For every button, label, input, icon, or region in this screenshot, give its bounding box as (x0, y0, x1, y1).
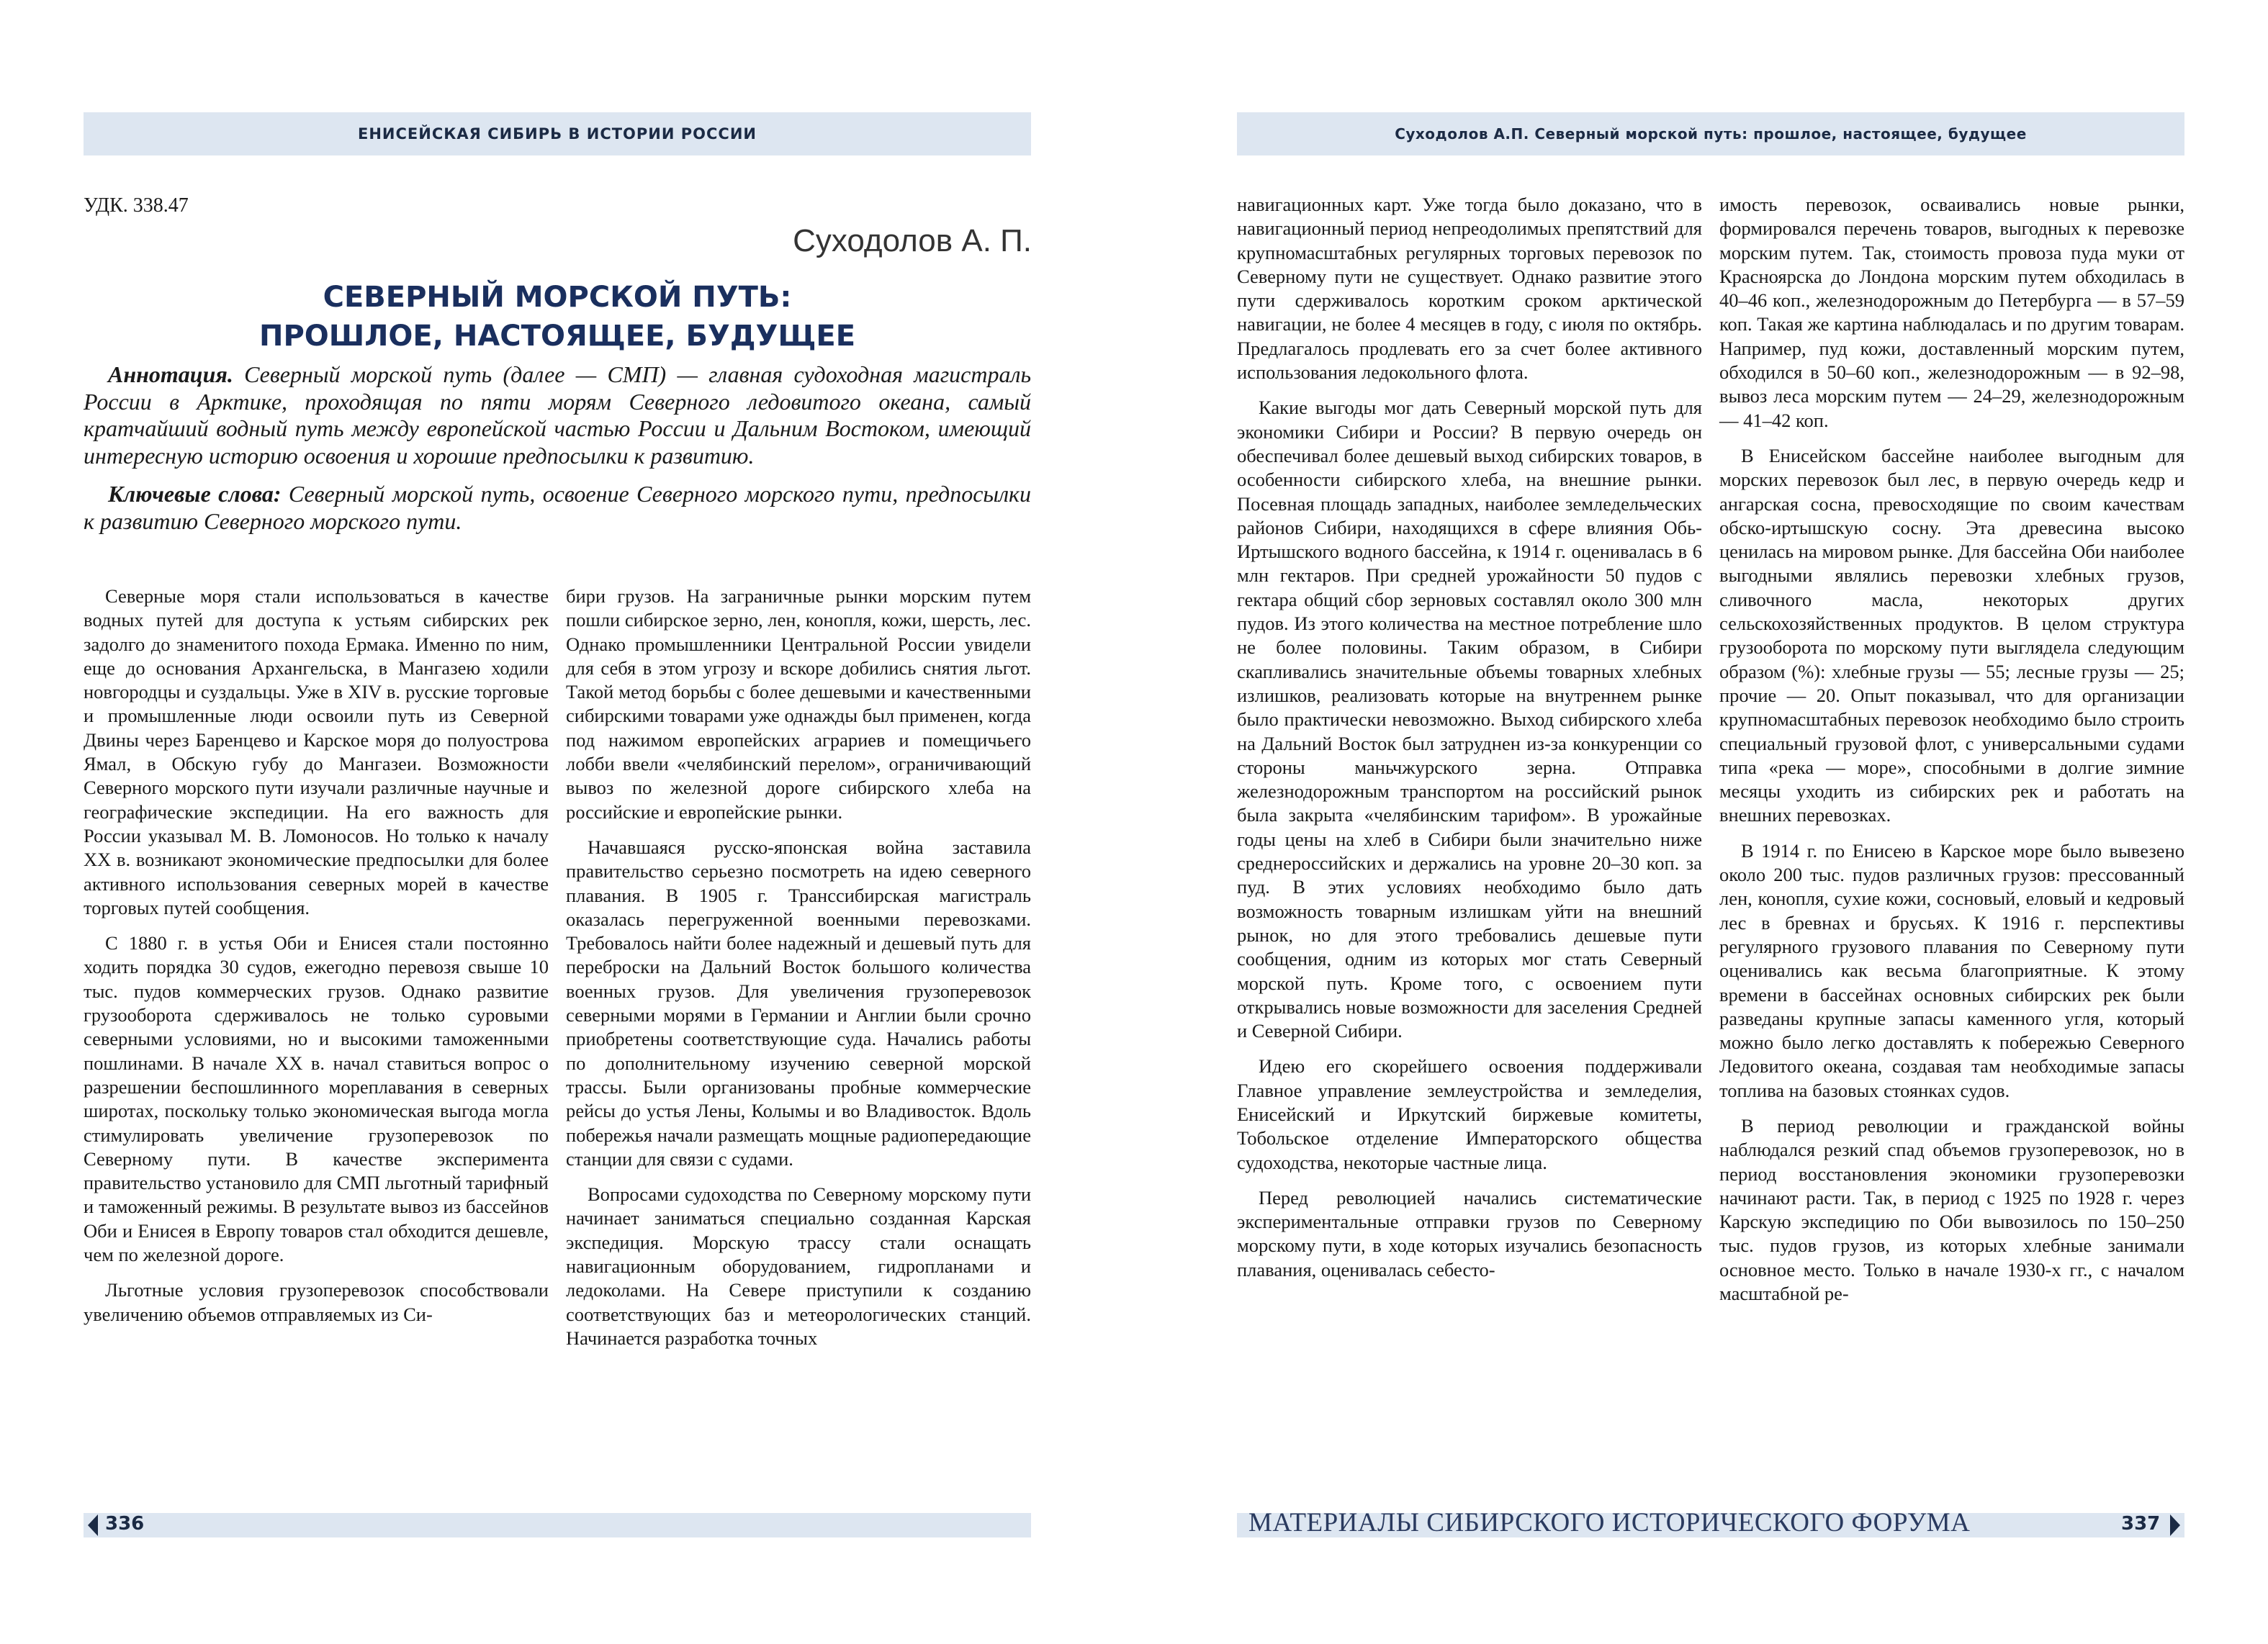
paragraph: Перед революцией начались систематические экспериментальные отправки грузов по Северному морскому пути, в ходе которых изучались безопасность плавания, оценивалась себесто- (1237, 1186, 1702, 1281)
running-header-right: Суходолов А.П. Северный морской путь: прошлое, настоящее, будущее (1237, 112, 2184, 155)
paragraph: Идею его скорейшего освоения поддерживали Главное управление землеустройства и земледелия, Енисейский и Иркутский биржевые комитеты, Тобольское отделение Императорского общества судоходства, некоторые частные лица. (1237, 1055, 1702, 1173)
keywords-label: Ключевые слова: (108, 481, 282, 507)
running-header-left: ЕНИСЕЙСКАЯ СИБИРЬ В ИСТОРИИ РОССИИ (84, 112, 1031, 155)
paragraph: Какие выгоды мог дать Северный морской путь для экономики Сибири и России? В первую очередь он обеспечивал более дешевый выход сибирских товаров, в особенности сибирского хлеба, на внешние рынки. Посевная площадь западных, наиболее земледельческих районов Сибири, находящихся в сфере влияния Обь-Иртышского водного бассейна, к 1914 г. оценивалась в 6 млн гектаров. При средней урожайности 50 пудов с гектара общий сбор зерновых составлял около 300 млн пудов. Из этого количества на местное потребление шло не более половины. Таким образом, в Сибири скапливались значительные объемы товарных хлебных излишков, реализовать которые на внутреннем рынке было практически невозможно. Выход сибирского хлеба на Дальний Восток был затруднен из-за конкуренции со стороны маньчжурского зерна. Отправка железнодорожным транспортом на российский рынок была закрыта «челябинским тарифом». В урожайные годы цены на хлеб в Сибири были значительно ниже среднероссийских и держались на уровне 20–30 коп. за пуд. В этих условиях необходимо было дать возможность товарным излишкам уйти на внешний рынок, но для этого требовались дешевые пути сообщения, одним из которых мог стать Северный морской путь. Кроме того, с освоением пути открывались новые возможности для заселения Средней и Северной Сибири. (1237, 397, 1702, 1042)
article-author: Суходолов А. П. (793, 223, 1032, 258)
footer-band-left (84, 1513, 1031, 1537)
abstract-text: Северный морской путь (далее — СМП) — главная судоходная магистраль России в Арктике, проходящая по пяти морям Северного ледовитого океана, самый кратчайший водный путь между европейской частью России и Дальним Востоком, имеющий интересную историю освоения и хорошие предпосылки к развитию. (84, 361, 1031, 469)
text-column-2 (566, 584, 1031, 1362)
paragraph: Северные моря стали использоваться в качестве водных путей для доступа к устьям сибирских рек задолго до знаменитого похода Ермака. Именно по ним, еще до основания Архангельска, в Мангазею ходили новгородцы и суздальцы. Уже в XIV в. русские торговые и промышленные люди освоили путь из Северной Двины через Баренцево и Карское моря до полуострова Ямал, в Обскую губу до Мангазеи. Возможности Северного морского пути изучали различные научные и географические экспедиции. На его важность для России указывал М. В. Ломоносов. Но только к началу XX в. возникают экономические предпосылки для более активного использования северных морей в качестве торговых путей сообщения. (84, 585, 549, 918)
title-line-1: СЕВЕРНЫЙ МОРСКОЙ ПУТЬ: (323, 281, 792, 314)
text-column-3 (1237, 193, 1702, 1293)
abstract (84, 361, 1031, 469)
text-column-4 (1719, 193, 2184, 1317)
title-line-2: ПРОШЛОЕ, НАСТОЯЩЕЕ, БУДУЩЕЕ (258, 320, 856, 353)
paragraph: имость перевозок, осваивались новые рынки, формировался перечень товаров, выгодных к перевозке морским путем. Так, стоимость провоза пуда муки от Красноярска до Лондона морским путем обходилась в 40–46 коп., железнодорожным до Петербурга — в 57–59 коп. Такая же картина наблюдалась и по другим товарам. Например, пуд кожи, доставленный морским путем, обходился в 50–60 коп., железнодорожным — в 92–98, вывоз леса морским путем — 24–29, железнодорожным — 41–42 коп. (1719, 194, 2184, 431)
paragraph: бири грузов. На заграничные рынки морским путем пошли сибирское зерно, лен, конопля, кожи, шерсть, лес. Однако промышленники Центральной России увидели для себя в этом угрозу и вскоре добились снятия льгот. Такой метод борьбы с более дешевыми и качественными сибирскими товарами уже однажды был применен, когда под нажимом европейских аграриев и помещичьего лобби ввели «челябинский перелом», ограничивающий вывоз по железной дороге сибирского хлеба на российские и европейские рынки. (566, 585, 1031, 823)
udk-code: УДК. 338.47 (84, 194, 189, 217)
page-number-right: 337 (2121, 1513, 2161, 1535)
paragraph: Льготные условия грузоперевозок способствовали увеличению объемов отправляемых из Си- (84, 1279, 549, 1325)
paragraph: Вопросами судоходства по Северному морскому пути начинает заниматься специально созданная Карская экспедиция. Морскую трассу стали оснащать навигационным оборудованием, гидропланами и ледоколами. На Севере приступили к созданию соответствующих баз и метеорологических станций. Начинается разработка точных (566, 1183, 1031, 1349)
chevron-left-icon (88, 1514, 98, 1536)
paragraph: В Енисейском бассейне наиболее выгодным для морских перевозок был лес, в первую очередь кедр и ангарская сосна, превосходящие по своим качествам обско-иртышскую сосну. Эта древесина высоко ценилась на мировом рынке. Для бассейна Оби наиболее выгодными являлись перевозки хлебных грузов, сливочного масла, некоторых других сельскохозяйственных продуктов. В целом структура грузооборота по морскому пути выглядела следующим образом (%): хлебные грузы — 55; лесные грузы — 25; прочие — 20. Опыт показывал, что для организации крупномасштабных перевозок необходимо было строить специальный грузовой флот, с универсальными судами типа «река — море», способными в долгие зимние месяцы уходить из сибирских рек и работать на внешних перевозках. (1719, 444, 2184, 826)
paragraph: С 1880 г. в устья Оби и Енисея стали постоянно ходить порядка 30 судов, ежегодно перевозя свыше 10 тыс. пудов коммерческих грузов. Однако развитие грузооборота сдерживалось не только суровыми северными условиями, но и высокими таможенными пошлинами. В начале XX в. начал ставиться вопрос о разрешении беспошлинного мореплавания в северных широтах, поскольку только экономическая выгода могла стимулировать увеличение грузоперевозок по Северному пути. В качестве эксперимента правительство установило для СМП льготный тарифный и таможенный режимы. В результате вывоз из бассейнов Оби и Енисея в Европу товаров стал обходится дешевле, чем по железной дороге. (84, 932, 549, 1266)
paragraph: В период революции и гражданской войны наблюдался резкий спад объемов грузоперевозок, но в период восстановления экономики грузоперевозки начинают расти. Так, в период с 1925 по 1928 г. через Карскую экспедицию по Оби вывозилось по 150–250 тыс. пудов грузов, из которых хлебные занимали основное место. Только в начале 1930-х гг., с началом масштабной ре- (1719, 1114, 2184, 1305)
page-number-left: 336 (105, 1513, 145, 1535)
paragraph: навигационных карт. Уже тогда было доказано, что в навигационный период непреодолимых препятствий для крупномасштабных регулярных торговых перевозок по Северному пути не существует. Однако развитие этого пути сдерживалось коротким сроком арктической навигации, не более 4 месяцев в году, с июля по октябрь. Предлагалось продлевать его за счет более активного использования ледокольного флота. (1237, 194, 1702, 384)
keywords-text: Северный морской путь, освоение Северного морского пути, предпосылки к развитию Северного морского пути. (84, 481, 1032, 534)
paragraph: В 1914 г. по Енисею в Карское море было вывезено около 200 тыс. пудов различных грузов: прессованный лен, конопля, сухие кожи, сосновый, еловый и кедровый лес в бревнах и брусьях. К 1916 г. перспективы регулярного грузового плавания по Северному пути оценивались как весьма благоприятные. К этому времени в бассейнах основных сибирских рек были разведаны крупные запасы каменного угля, который можно было легко доставлять к побережью Северного Ледовитого океана, создавая там необходимые запасы топлива на базовых стоянках судов. (1719, 839, 2184, 1101)
abstract-label: Аннотация. (108, 361, 233, 387)
abstract-block (84, 361, 1031, 546)
chevron-right-icon (2170, 1514, 2180, 1536)
journal-title: МАТЕРИАЛЫ СИБИРСКОГО ИСТОРИЧЕСКОГО ФОРУМА (1248, 1508, 1971, 1537)
paragraph: Начавшаяся русско-японская война заставила правительство серьезно посмотреть на идею северного плавания. В 1905 г. Транссибирская магистраль оказалась перегруженной военными перевозками. Требовалось найти более надежный и дешевый путь для переброски на Дальний Восток большого количества военных грузов. Для увеличения грузоперевозок северными морями в Германии и Англии были срочно приобретены соответствующие суда. Начались работы по дополнительному изучению северной морской трассы. Были организованы пробные коммерческие рейсы до устья Лены, Колымы и во Владивосток. Вдоль побережья начали размещать мощные радиопередающие станции для связи с судами. (566, 836, 1031, 1170)
text-column-1 (84, 584, 549, 1338)
article-title (84, 278, 1031, 356)
keywords (84, 481, 1031, 535)
